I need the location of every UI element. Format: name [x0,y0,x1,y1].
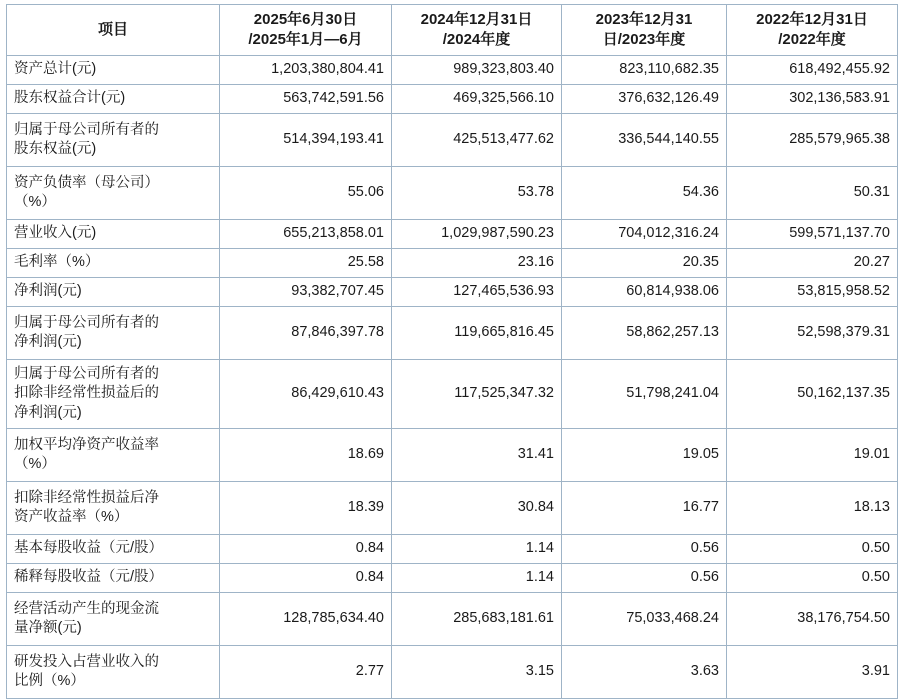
table-row [7,85,898,114]
table-cell: 18.39 [220,482,392,535]
table-cell: 336,544,140.55 [562,114,727,167]
row-label: 营业收入(元) [7,220,220,249]
table-cell: 469,325,566.10 [392,85,562,114]
row-label: 加权平均净资产收益率 （%） [7,429,220,482]
table-cell: 1,203,380,804.41 [220,56,392,85]
table-cell: 2.77 [220,646,392,699]
table-body [7,56,898,699]
table-cell: 31.41 [392,429,562,482]
row-label: 稀释每股收益（元/股） [7,564,220,593]
column-header-2023-line2: 日/2023年度 [602,31,686,48]
table-cell: 117,525,347.32 [392,360,562,429]
column-header-2025h1-line1: 2025年6月30日 [253,11,358,29]
column-header-2022 [727,5,898,56]
table-cell: 3.15 [392,646,562,699]
table-cell: 52,598,379.31 [727,307,898,360]
table-cell: 93,382,707.45 [220,278,392,307]
table-cell: 23.16 [392,249,562,278]
table-cell: 0.56 [562,564,727,593]
table-cell: 51,798,241.04 [562,360,727,429]
table-header [7,5,898,56]
column-header-2025h1-line2: /2025年1月—6月 [248,31,363,48]
column-header-2023 [562,5,727,56]
row-label: 研发投入占营业收入的 比例（%） [7,646,220,699]
table-cell: 618,492,455.92 [727,56,898,85]
table-cell: 58,862,257.13 [562,307,727,360]
table-cell: 20.35 [562,249,727,278]
table-cell: 50,162,137.35 [727,360,898,429]
column-header-2024 [392,5,562,56]
financial-summary-table [6,4,898,699]
column-header-2024-line2: /2024年度 [442,31,511,48]
table-row [7,564,898,593]
table-cell: 50.31 [727,167,898,220]
table-cell: 16.77 [562,482,727,535]
table-cell: 19.05 [562,429,727,482]
table-cell: 989,323,803.40 [392,56,562,85]
table-cell: 0.84 [220,564,392,593]
table-cell: 599,571,137.70 [727,220,898,249]
table-row [7,278,898,307]
table-cell: 127,465,536.93 [392,278,562,307]
table-cell: 1.14 [392,535,562,564]
table-cell: 18.13 [727,482,898,535]
table-cell: 1,029,987,590.23 [392,220,562,249]
row-label: 扣除非经常性损益后净 资产收益率（%） [7,482,220,535]
table-cell: 3.91 [727,646,898,699]
table-cell: 3.63 [562,646,727,699]
row-label: 毛利率（%） [7,249,220,278]
table-cell: 19.01 [727,429,898,482]
column-header-item [7,5,220,56]
table-cell: 54.36 [562,167,727,220]
table-cell: 425,513,477.62 [392,114,562,167]
table-cell: 87,846,397.78 [220,307,392,360]
row-label: 经营活动产生的现金流 量净额(元) [7,593,220,646]
table-cell: 0.84 [220,535,392,564]
column-header-2025h1 [220,5,392,56]
table-row [7,114,898,167]
table-cell: 655,213,858.01 [220,220,392,249]
table-cell: 60,814,938.06 [562,278,727,307]
column-header-2022-line2: /2022年度 [778,31,846,48]
column-header-2024-line1: 2024年12月31日 [420,11,533,29]
table-row [7,220,898,249]
row-label: 资产负债率（母公司） （%） [7,167,220,220]
table-row [7,646,898,699]
table-row [7,535,898,564]
table-cell: 704,012,316.24 [562,220,727,249]
row-label: 归属于母公司所有者的 股东权益(元) [7,114,220,167]
row-label: 净利润(元) [7,278,220,307]
table-cell: 75,033,468.24 [562,593,727,646]
column-header-2022-line1: 2022年12月31日 [756,11,868,29]
table-cell: 0.50 [727,535,898,564]
table-cell: 563,742,591.56 [220,85,392,114]
table-row [7,249,898,278]
table-cell: 302,136,583.91 [727,85,898,114]
table-cell: 18.69 [220,429,392,482]
table-cell: 285,683,181.61 [392,593,562,646]
table-cell: 30.84 [392,482,562,535]
table-cell: 55.06 [220,167,392,220]
table-cell: 1.14 [392,564,562,593]
table-row [7,167,898,220]
table-row [7,482,898,535]
table-row [7,429,898,482]
table-cell: 86,429,610.43 [220,360,392,429]
table-row [7,593,898,646]
table-row [7,56,898,85]
table-cell: 0.56 [562,535,727,564]
table-cell: 285,579,965.38 [727,114,898,167]
table-cell: 38,176,754.50 [727,593,898,646]
table-cell: 514,394,193.41 [220,114,392,167]
row-label: 归属于母公司所有者的 净利润(元) [7,307,220,360]
table-cell: 20.27 [727,249,898,278]
row-label: 基本每股收益（元/股） [7,535,220,564]
header-row [7,5,898,56]
column-header-item-line1: 项目 [97,21,128,39]
table-cell: 119,665,816.45 [392,307,562,360]
table-row [7,360,898,429]
table-cell: 53.78 [392,167,562,220]
table-cell: 0.50 [727,564,898,593]
table-cell: 376,632,126.49 [562,85,727,114]
row-label: 股东权益合计(元) [7,85,220,114]
table-cell: 53,815,958.52 [727,278,898,307]
table-cell: 25.58 [220,249,392,278]
row-label: 资产总计(元) [7,56,220,85]
table-cell: 128,785,634.40 [220,593,392,646]
column-header-2023-line1: 2023年12月31 [595,11,693,29]
row-label: 归属于母公司所有者的 扣除非经常性损益后的 净利润(元) [7,360,220,429]
table-row [7,307,898,360]
table-cell: 823,110,682.35 [562,56,727,85]
